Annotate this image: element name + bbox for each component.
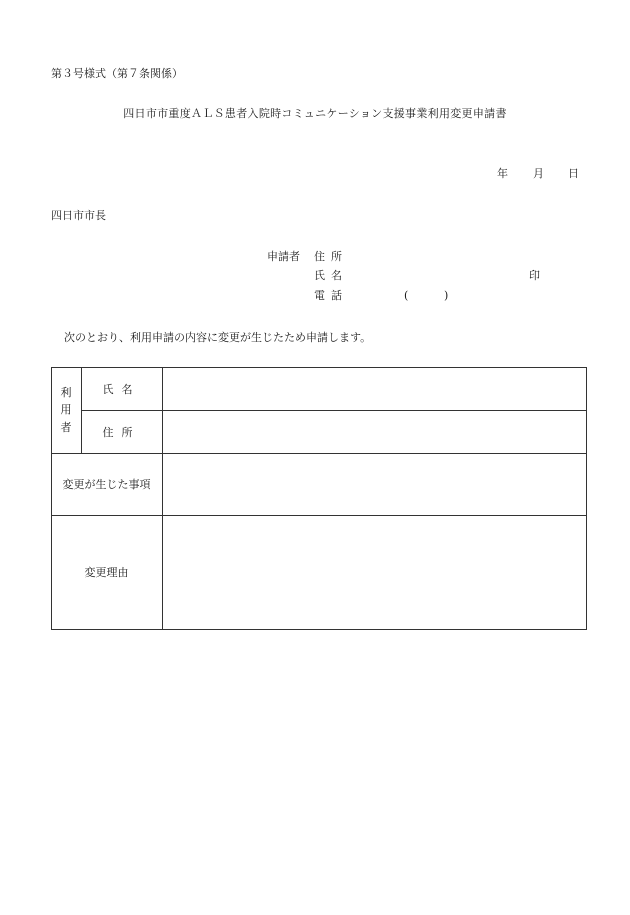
date-year-label: 年 bbox=[497, 167, 508, 180]
application-statement: 次のとおり、利用申請の内容に変更が生じたため申請します。 bbox=[64, 331, 372, 344]
applicant-label: 申請者 bbox=[267, 250, 300, 263]
form-number: 第３号様式（第７条関係） bbox=[51, 67, 183, 80]
change-matter-field[interactable] bbox=[163, 454, 586, 515]
user-name-label: 氏名 bbox=[102, 382, 141, 396]
user-label-char: 利 bbox=[60, 386, 72, 400]
applicant-address-label: 住所 bbox=[314, 250, 348, 263]
table-border-right bbox=[586, 367, 587, 630]
applicant-name-label: 氏名 bbox=[314, 269, 348, 282]
change-matter-label: 変更が生じた事項 bbox=[62, 478, 151, 491]
seal-mark: 印 bbox=[529, 269, 540, 282]
user-address-field[interactable] bbox=[163, 411, 586, 453]
document-title: 四日市市重度ＡＬＳ患者入院時コミュニケーション支援事業利用変更申請書 bbox=[123, 107, 507, 120]
user-address-label: 住所 bbox=[102, 425, 141, 439]
table-border-bottom bbox=[51, 629, 587, 630]
user-label-char: 者 bbox=[60, 420, 72, 434]
user-label bbox=[51, 367, 81, 453]
date-month-label: 月 bbox=[533, 167, 544, 180]
user-name-field[interactable] bbox=[163, 368, 586, 410]
date-day-label: 日 bbox=[568, 167, 579, 180]
applicant-tel-label: 電話 bbox=[314, 289, 348, 302]
tel-paren-close: ) bbox=[444, 289, 449, 302]
change-reason-field[interactable] bbox=[163, 516, 586, 629]
tel-paren-open: ( bbox=[404, 289, 409, 302]
user-label-char: 用 bbox=[60, 403, 72, 417]
change-reason-label: 変更理由 bbox=[84, 566, 129, 579]
addressee: 四日市市長 bbox=[51, 209, 106, 222]
